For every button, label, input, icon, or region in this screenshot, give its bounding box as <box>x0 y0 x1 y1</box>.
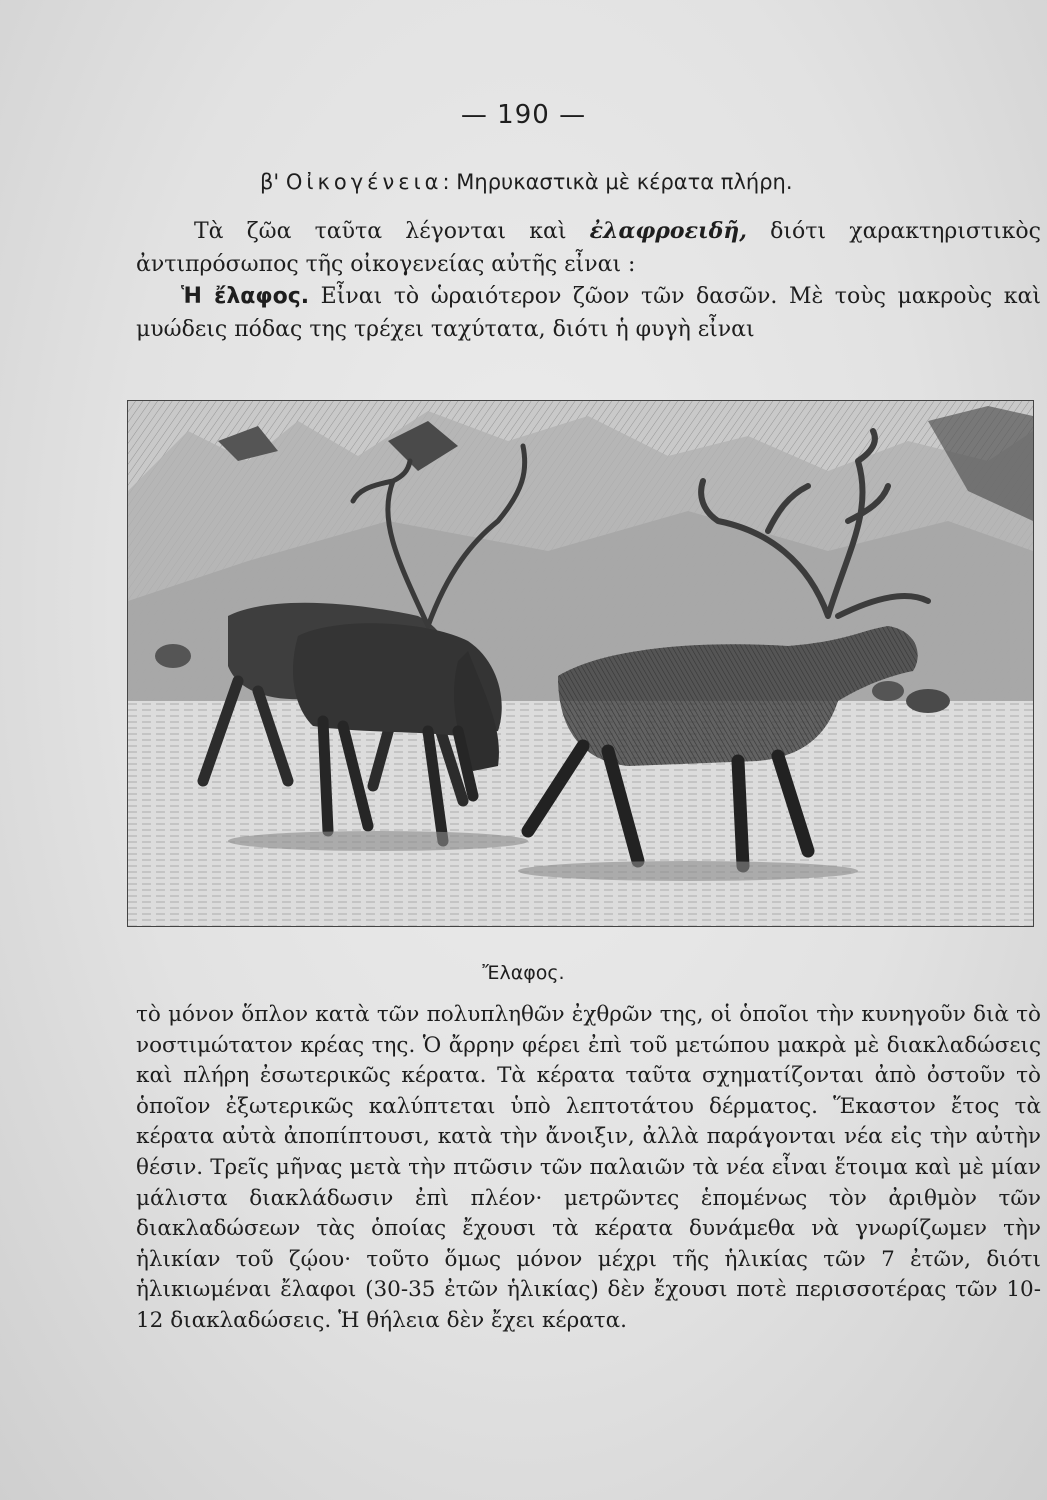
body-paragraph: τὸ μόνον ὅπλον κατὰ τῶν πολυπληθῶν ἐχθρῶν της, οἱ ὁποῖοι τὴν κυνηγοῦν διὰ τὸ νοστιμώτατον κρέας της. Ὁ ἄρρην φέρει ἐπὶ τοῦ μετώπου μακρὰ μὲ διακλαδώσεις καὶ πλήρη ἐσωτερικῶς κέρατα. Τὰ κέρατα ταῦτα σχηματίζονται ἀπὸ ὀστοῦν τὸ ὁποῖον ἐξωτερικῶς καλύπτεται ὑπὸ λεπτοτάτου δέρματος. Ἕκαστον ἔτος τὰ κέρατα αὐτὰ ἀποπίπτουσι, κατὰ τὴν ἄνοιξιν, ἀλλὰ παράγονται νέα εἰς τὴν αὐτὴν θέσιν. Τρεῖς μῆνας μετὰ τὴν πτῶσιν τῶν παλαιῶν τὰ νέα εἶναι ἕτοιμα καὶ μὲ μίαν μάλιστα διακλάδωσιν ἐπὶ πλέον· μετρῶντες ἑπομένως τὸν ἀριθμὸν τῶν διακλαδώσεων τὰς ὁποίας ἔχουσι τὰ κέρατα δυνάμεθα νὰ γνωρίζωμεν τὴν ἡλικίαν τοῦ ζῴου· τοῦτο ὅμως μόνον μέχρι τῆς ἡλικίας τῶν 7 ἐτῶν, διότι ἡλικιωμέναι ἔλαφοι (30-35 ἐτῶν ἡλικίας) δὲν ἔχουσι ποτὲ περισσοτέρας τῶν 10-12 διακλαδώσεις. Ἡ θήλεια δὲν ἔχει κέρατα. <box>136 1002 1041 1333</box>
family-heading <box>260 170 793 194</box>
figure-caption: Ἔλαφος. <box>482 962 565 984</box>
reindeer-illustration <box>127 400 1034 927</box>
intro-text-before: Τὰ ζῶα ταῦτα λέγονται καὶ <box>194 219 590 244</box>
intro-term: ἐλαφροειδῆ, <box>589 218 747 244</box>
reindeer-engraving <box>128 401 1033 926</box>
family-label: Οἰκογένεια <box>285 170 443 194</box>
page-number: — 190 — <box>460 100 587 130</box>
deer-paragraph <box>136 280 1041 346</box>
deer-heading: Ἡ ἔλαφος. <box>181 284 310 309</box>
family-prefix: β' <box>260 170 286 194</box>
deer-text: Εἶναι τὸ ὡραιότερον ζῶον τῶν δασῶν. Μὲ τοὺς μακροὺς καὶ μυώδεις πόδας της τρέχει ταχύτατα, διότι ἡ φυγὴ εἶναι <box>136 284 1041 342</box>
family-description: : Μηρυκαστικὰ μὲ κέρατα πλήρη. <box>442 170 793 194</box>
intro-paragraph <box>136 215 1041 281</box>
intro-text-after: διότι χαρακτηριστικὸς ἀντιπρόσωπος τῆς οἰκογενείας αὐτῆς εἶναι : <box>136 219 1042 277</box>
